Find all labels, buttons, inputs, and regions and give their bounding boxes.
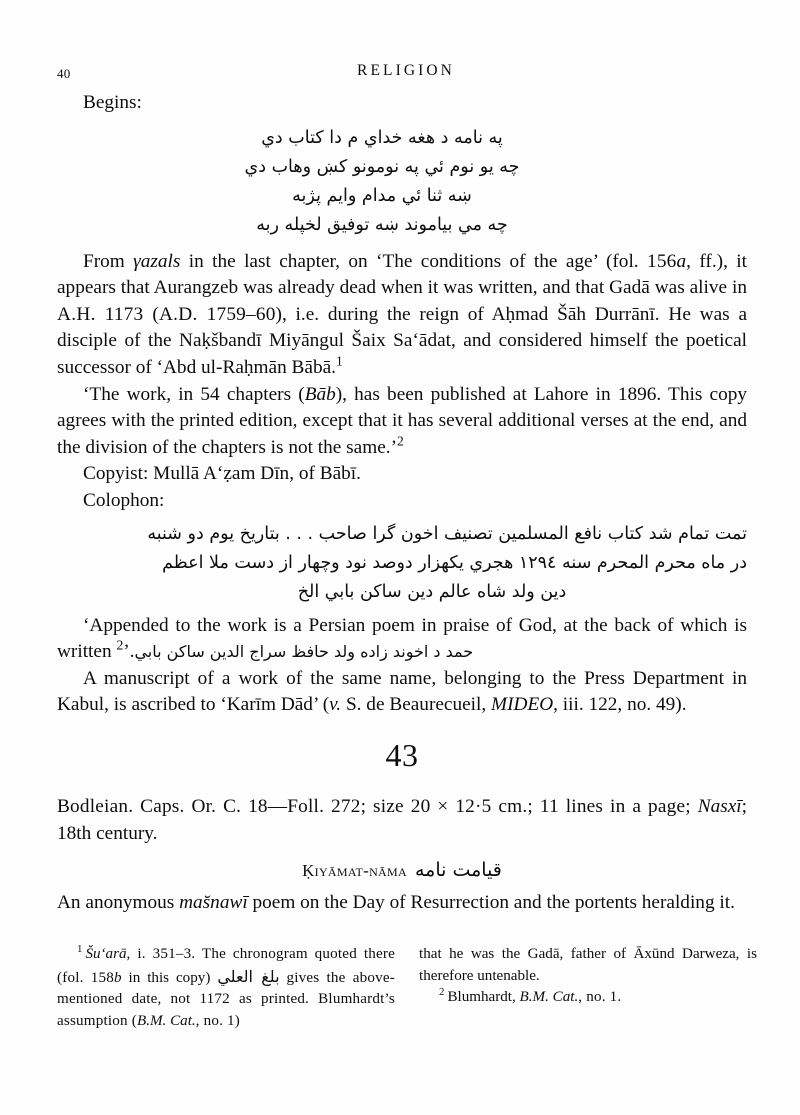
verse-block [57, 124, 747, 240]
work-title-arabic: قيامت نامه [414, 859, 502, 882]
text-manuscript: A manuscript of a work of the same name, belonging to the Press Department in Kabul, is ascribed to ‘Karīm Dād’ ( [57, 667, 747, 716]
colophon-line-1: تمت تمام شد كتاب نافع المسلمين تصنيف اخون گرا صاحب . . . بتاريخ يوم دو شنبه [147, 523, 747, 544]
footnote-1-continuation: that he was the Gadā, father of Āxūnd Darweza, is therefore untenable. [419, 946, 757, 984]
text-mideo-ref: , iii. 122, no. 49). [553, 694, 687, 716]
text-from: From [83, 250, 134, 272]
verse-line-4: چه مي بياموند ښه توفيق لخپله ربه [256, 214, 508, 235]
footnote-1-title: Šu‘arā [85, 946, 127, 962]
text-azals: azals [140, 250, 181, 272]
colophon-block [57, 520, 747, 607]
work-title [57, 859, 747, 881]
paragraph-gazals [57, 249, 747, 382]
footnote-1-bmcat-no: , no. 1) [195, 1012, 241, 1029]
text-folio-side: a [676, 250, 687, 272]
paragraph-shelfmark [57, 794, 747, 847]
text-anonymous: An anonymous [57, 892, 180, 914]
text-masnawi: mas̆nawī [179, 892, 248, 914]
text-gamma: γ [133, 250, 141, 272]
footnote-2-bmcat: B.M. Cat. [519, 989, 579, 1005]
running-title: RELIGION [357, 62, 455, 79]
colophon-label: Colophon: [83, 489, 165, 511]
text-mideo: MIDEO [491, 694, 554, 716]
page-content [57, 62, 747, 917]
footnote-1-marker: 1 [77, 942, 83, 955]
verse-line-2: چه يو نوم ئي په نومونو كښ وهاب دي [244, 156, 520, 177]
paragraph-kabul-manuscript [57, 666, 747, 719]
work-title-roman: Ḳiyāmat-nāma [302, 861, 407, 881]
text-ah-label: A.H. [57, 303, 96, 325]
text-appended: ‘Appended to the work is a Persian poem in praise of God, at the back of which is written [57, 614, 747, 663]
paragraph-copyist: Copyist: Mullā A‘ẓam Dīn, of Bābī. [83, 463, 361, 485]
text-script-name: Nasxī [697, 795, 742, 817]
text-appended-close: .’ [123, 641, 135, 663]
entry-number-43: 43 [385, 736, 419, 773]
footnote-1-copy: in this copy) [121, 969, 218, 986]
text-ah-year: 1173 ( [95, 303, 159, 325]
text-resurrection: poem on the Day of Resurrection and the portents heralding it. [247, 892, 735, 914]
text-aurangzeb: , ff.), it appears that Aurangzeb was already dead when it was written, and that Gadā was alive in [57, 250, 747, 299]
text-ad-label: A.D. [158, 303, 198, 325]
text-bab: Bāb [304, 383, 336, 405]
text-ad-year: 1759–60 [197, 303, 276, 325]
colophon-line-3: دين ولد شاه عالم دين ساكن بابي الخ [297, 581, 567, 602]
footnote-2-no: , no. 1. [578, 989, 622, 1005]
footnote-2 [419, 987, 757, 1009]
footnote-2-marker: 2 [439, 985, 445, 998]
text-vide: v. [329, 694, 342, 716]
footnote-ref-2[interactable]: 2 [397, 433, 404, 449]
inline-arabic-hamd: حمد د اخوند زاده ولد حافظ سراج الدين ساكن بابي [134, 642, 474, 662]
text-work-54: ‘The work, in 54 chapters ( [83, 383, 305, 405]
begins-label: Begins: [83, 92, 142, 113]
verse-line-1: په نامه د هغه خداي م دا كتاب دي [261, 127, 503, 148]
footnote-column-right [419, 944, 757, 1032]
text-shelfmark: Bodleian. Caps. Or. C. 18—Foll. 272; size 20 × 12·5 cm.; 11 lines in a page; [57, 795, 698, 817]
paragraph-description [57, 890, 747, 917]
footnote-column-left [57, 944, 395, 1032]
footnote-area [57, 944, 757, 1032]
footnote-1 [57, 944, 395, 1032]
footnote-ref-1[interactable]: 1 [335, 353, 343, 369]
footnote-1-date: gives the above-mentioned date, not 1172 as printed. Blumhardt’s assumption ( [57, 969, 395, 1029]
running-head [57, 62, 747, 88]
verse-line-3: ښه ثنا ئي مدام وايم پژبه [292, 185, 472, 206]
text-folio-ref: 156 [647, 250, 677, 272]
text-durrani: ), i.e. during the reign of Aḥmad Šāh Durrānī. He was a disciple of the Naḳšbandī Miyāngul Šaix Sa‘ādat, and considered himself the poetical successor of ‘Abd ul-Raḥmān Bābā. [57, 303, 747, 378]
paragraph-work-chapters [57, 382, 747, 462]
footnote-1-folio-side: b [113, 969, 122, 986]
footnote-1-ref: , i. 351–3. The chronogram quoted there (fol. 158 [57, 946, 395, 986]
text-beaurecueil: S. de Beaurecueil, [341, 694, 492, 716]
text-chapter-conditions: in the last chapter, on ‘The conditions of the age’ (fol. [180, 250, 647, 272]
footnote-2-author: Blumhardt, [447, 989, 520, 1005]
text-century: ; 18th century. [57, 795, 747, 844]
colophon-line-2: در ماه محرم المحرم سنه ١٢٩٤ هجري يكهزار دوصد نود وچهار از دست ملا اعظم [162, 552, 747, 573]
text-lahore: ), has been published at Lahore in 1896. This copy agrees with the printed edition, except that it has several additional verses at the end, and the division of the chapters is not the same.’ [57, 383, 747, 458]
footnote-1-arabic: بلغ العلي [217, 966, 280, 986]
footnote-1-bmcat: B.M. Cat. [136, 1012, 196, 1029]
folio-number: 40 [57, 66, 71, 81]
paragraph-appended-poem [57, 613, 747, 666]
footnote-ref-2b[interactable]: 2 [116, 637, 124, 653]
